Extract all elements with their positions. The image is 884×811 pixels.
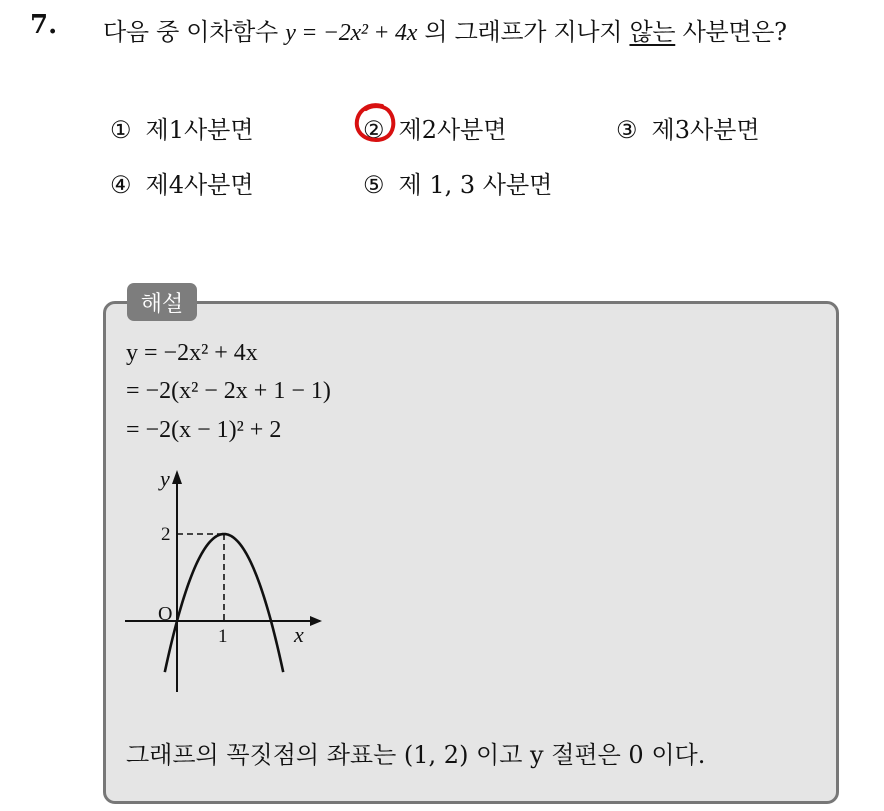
question-text: [103, 12, 787, 47]
vertex-y-tick-label: 2: [161, 524, 171, 545]
x-axis-arrow: [310, 616, 322, 626]
x-axis-label: x: [294, 622, 304, 647]
question-equation: y = −2x² + 4x: [285, 20, 418, 46]
y-axis-label: y: [160, 466, 170, 491]
y-axis-arrow: [172, 470, 182, 484]
choice-3-marker: ③: [616, 116, 638, 144]
explanation-conclusion: 그래프의 꼭짓점의 좌표는 (1, 2) 이고 y 절편은 0 이다.: [126, 741, 706, 769]
question-number: 7.: [30, 10, 58, 40]
answer-circle-mark: [352, 100, 398, 146]
vertex-x-tick-label: 1: [218, 626, 228, 647]
origin-label: O: [158, 603, 173, 625]
question-text-after: 사분면은?: [682, 18, 787, 46]
question-text-mid: 의 그래프가 지나지: [424, 18, 623, 46]
choice-5-marker: ⑤: [363, 171, 385, 199]
choice-5-label: 제 1, 3 사분면: [398, 171, 553, 199]
choice-4-marker: ④: [110, 171, 132, 199]
choice-5[interactable]: [363, 165, 552, 200]
choice-4[interactable]: [110, 165, 254, 200]
explanation-line-3: = −2(x − 1)² + 2: [126, 417, 282, 443]
choice-2-marker: ②: [363, 116, 385, 144]
explanation-line-1: y = −2x² + 4x: [126, 340, 258, 366]
question-underlined-word: 않는: [629, 18, 676, 46]
parabola-graph: [120, 462, 335, 692]
choice-4-label: 제4사분면: [145, 171, 254, 199]
explanation-line-2: = −2(x² − 2x + 1 − 1): [126, 378, 331, 404]
choice-1-label: 제1사분면: [145, 116, 254, 144]
choice-2-label: 제2사분면: [398, 116, 507, 144]
choice-3[interactable]: [616, 110, 760, 145]
choice-3-label: 제3사분면: [651, 116, 760, 144]
choice-1[interactable]: [110, 110, 254, 145]
explanation-tag: 해설: [127, 283, 197, 321]
question-text-before: 다음 중 이차함수: [103, 18, 278, 46]
choice-1-marker: ①: [110, 116, 132, 144]
